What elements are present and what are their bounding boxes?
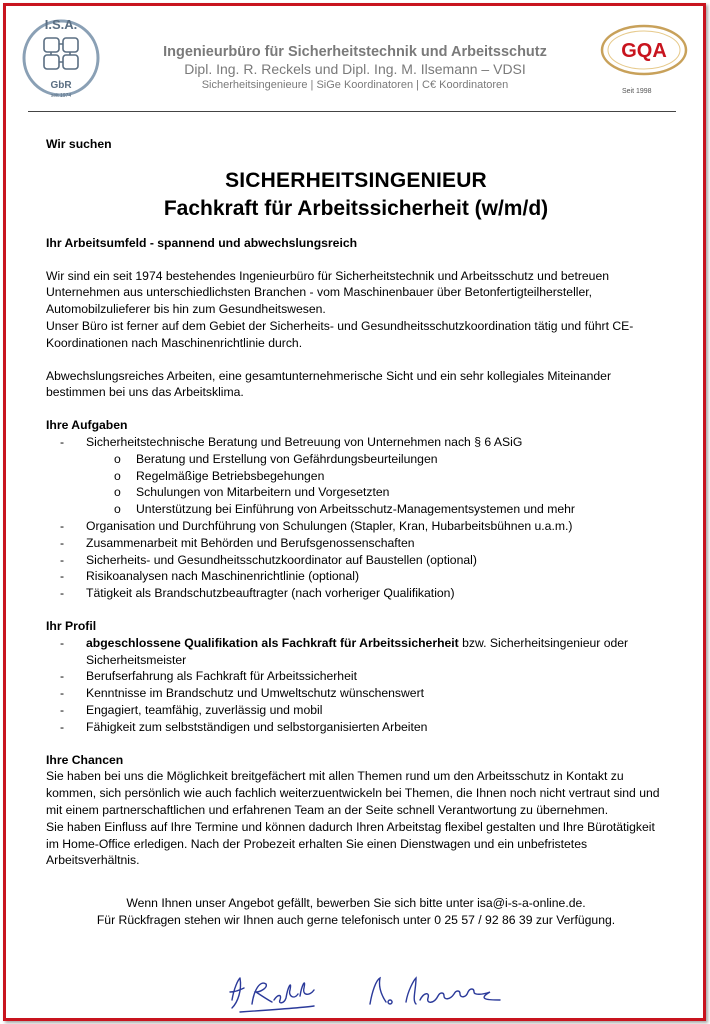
job-posting <box>46 136 666 929</box>
isa-logo-bottom-text: GbR <box>50 80 72 91</box>
intro-text: Wir suchen <box>46 137 112 151</box>
climate-paragraph: Abwechslungsreiches Arbeiten, eine gesamtunternehmerische Sicht und ein sehr kollegiales Miteinander bestimmen bei uns das Arbeitsklima. <box>46 368 612 400</box>
apply-text: Wenn Ihnen unser Angebot gefällt, bewerben Sie sich bitte unter isa@i-s-a-online.de. <box>126 896 586 911</box>
job-title: SICHERHEITSINGENIEUR <box>225 168 487 192</box>
list-item: - Kenntnisse im Brandschutz und Umweltschutz wünschenswert <box>60 686 425 701</box>
list-item: - Fähigkeit zum selbstständigen und selbstorganisierten Arbeiten <box>60 719 428 734</box>
list-item: - Organisation und Durchführung von Schulungen (Stapler, Kran, Hubarbeitsbühnen u.a.m.) <box>60 518 573 533</box>
flexibility-paragraph: Sie haben Einfluss auf Ihre Termine und können dadurch Ihren Arbeitstag flexibel gestalten und Ihre Bürotätigkeit im Home-Office erledigen. Nach der Probezeit erhalten Sie einen Dienstwagen und ein unbefristetes Arbeitsverhältnis. <box>46 819 655 868</box>
list-item: - Sicherheits- und Gesundheitsschutzkoordinator auf Baustellen (optional) <box>60 552 477 567</box>
profile-heading: Ihr Profil <box>46 618 97 633</box>
signature-ilsemann <box>370 978 500 1004</box>
list-item: - abgeschlossene Qualifikation als Fachkraft für Arbeitssicherheit bzw. Sicherheitsingenieur oder Sicherheitsmeister <box>60 635 629 667</box>
list-item: - Zusammenarbeit mit Behörden und Berufsgenossenschaften <box>60 535 415 550</box>
tasks-list <box>46 434 666 451</box>
chances-heading: Ihre Chancen <box>46 752 124 767</box>
gqa-logo <box>600 24 688 76</box>
gqa-since: Seit 1998 <box>622 88 652 95</box>
svg-text:R. Reckels: R. Reckels <box>226 1016 232 1017</box>
tasks-heading: Ihre Aufgaben <box>46 418 128 433</box>
isa-logo-top-text: I.S.A. <box>44 17 78 32</box>
tasks-list-rest <box>46 518 666 602</box>
chances-paragraph: Sie haben bei uns die Möglichkeit breitgefächert mit allen Themen rund um den Arbeitsschutz in Kontakt zu kommen, sich persönlich wie auch fachlich weiterzuentwickeln bei Themen, die Ihnen noch nicht vertraut sind und mit einem partnerschaftlichen und erfahrenen Team an der Seite schnell Verantwortung zu übernehmen. <box>46 769 660 817</box>
list-item: o Schulungen von Mitarbeitern und Vorgesetzten <box>114 485 390 500</box>
list-item: - Risikoanalysen nach Maschinenrichtlinie (optional) <box>60 569 360 584</box>
svg-text:M. Ilsemann: M. Ilsemann <box>370 1016 377 1017</box>
list-item: - Sicherheitstechnische Beratung und Betreuung von Unternehmen nach § 6 ASiG <box>60 434 523 449</box>
header-divider <box>28 111 676 112</box>
list-item: o Regelmäßige Betriebsbegehungen <box>114 468 325 483</box>
coordination-paragraph: Unser Büro ist ferner auf dem Gebiet der Sicherheits- und Gesundheitsschutzkoordination tätig und führt CE-Koordinationen nach Maschinenrichtlinie durch. <box>46 318 634 350</box>
letterhead <box>110 44 600 92</box>
environment-heading: Ihr Arbeitsumfeld - spannend und abwechslungsreich <box>46 235 358 250</box>
job-subtitle: Fachkraft für Arbeitssicherheit (w/m/d) <box>163 196 549 220</box>
profile-list <box>46 635 666 736</box>
contact-text: Für Rückfragen stehen wir Ihnen auch gerne telefonisch unter 0 25 57 / 92 86 39 zur Verfügung. <box>96 912 616 927</box>
company-paragraph: Wir sind ein seit 1974 bestehendes Ingenieurbüro für Sicherheitstechnik und Arbeitsschutz und betreuen Unternehmen aus unterschiedlichsten Branchen - vom Maschinenbauer über Betonfertigteilhersteller, Automobilzulieferer bis hin zum Gesundheitswesen. <box>46 268 610 317</box>
isa-logo <box>20 14 102 106</box>
signatures <box>220 970 510 1016</box>
list-item: - Berufserfahrung als Fachkraft für Arbeitssicherheit <box>60 669 357 684</box>
list-item: - Tätigkeit als Brandschutzbeauftragter (nach vorheriger Qualifikation) <box>60 586 455 601</box>
list-item: o Beratung und Erstellung von Gefährdungsbeurteilungen <box>114 451 438 466</box>
gqa-logo-text: GQA <box>621 40 667 62</box>
company-owners: Dipl. Ing. R. Reckels und Dipl. Ing. M. Ilsemann – VDSI <box>184 61 526 77</box>
tasks-sublist <box>46 451 666 518</box>
isa-logo-since: seit 1974 <box>50 93 72 99</box>
list-item: o Unterstützung bei Einführung von Arbeitsschutz-Managementsystemen und mehr <box>114 502 575 517</box>
company-services: Sicherheitsingenieure | SiGe Koordinatoren | C€ Koordinatoren <box>201 79 509 91</box>
company-name: Ingenieurbüro für Sicherheitstechnik und Arbeitsschutz <box>163 44 547 60</box>
list-item: - Engagiert, teamfähig, zuverlässig und mobil <box>60 702 323 717</box>
signature-reckels <box>230 978 314 1012</box>
